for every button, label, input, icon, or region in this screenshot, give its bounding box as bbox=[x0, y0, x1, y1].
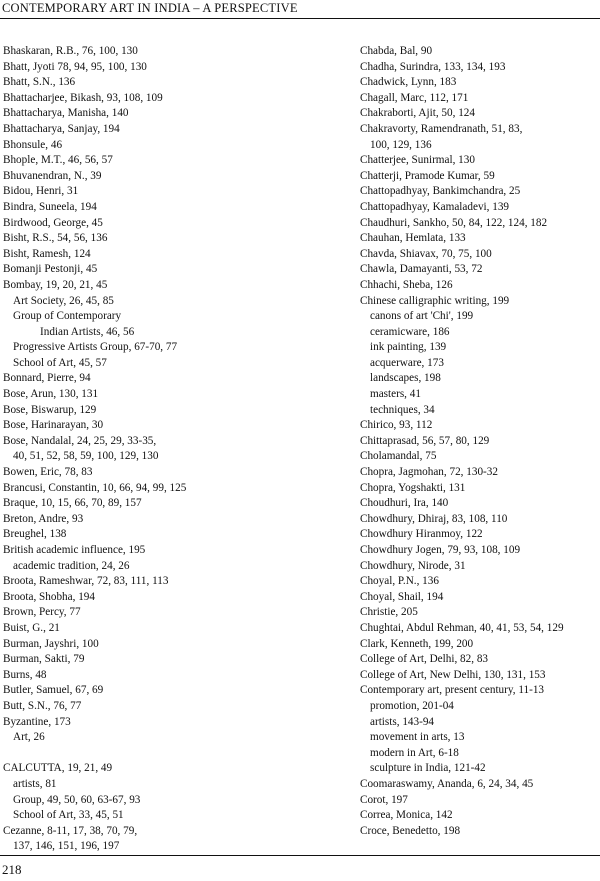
index-entry: Burman, Sakti, 79 bbox=[3, 653, 85, 666]
index-entry: Chhachi, Sheba, 126 bbox=[360, 278, 453, 291]
index-entry: Butler, Samuel, 67, 69 bbox=[3, 684, 104, 697]
index-entry: College of Art, Delhi, 82, 83 bbox=[360, 653, 489, 666]
index-subentry: sculpture in India, 121-42 bbox=[370, 762, 486, 775]
index-entry: Chowdhury Hiranmoy, 122 bbox=[360, 528, 483, 541]
index-entry: British academic influence, 195 bbox=[3, 544, 146, 556]
index-subentry: 100, 129, 136 bbox=[370, 138, 432, 151]
index-entry: Chinese calligraphic writing, 199 bbox=[360, 294, 510, 307]
index-entry: Chatterjee, Sunirmal, 130 bbox=[360, 154, 475, 167]
index-entry: Choyal, Shail, 194 bbox=[360, 590, 444, 603]
index-entry: Croce, Benedetto, 198 bbox=[360, 824, 461, 837]
index-subentry: modern in Art, 6-18 bbox=[370, 746, 459, 759]
index-entry: Bhuvanendran, N., 39 bbox=[3, 169, 102, 182]
index-entry: Clark, Kenneth, 199, 200 bbox=[360, 637, 474, 650]
index-subentry: artists, 81 bbox=[13, 777, 57, 790]
index-entry: Bombay, 19, 20, 21, 45 bbox=[3, 278, 108, 291]
index-subentry: ceramicware, 186 bbox=[370, 325, 450, 338]
index-entry: Chakraborti, Ajit, 50, 124 bbox=[360, 107, 475, 120]
index-entry: Cezanne, 8-11, 17, 38, 70, 79, bbox=[3, 824, 138, 837]
index-entry: Burman, Jayshri, 100 bbox=[3, 637, 99, 650]
index-subentry: landscapes, 198 bbox=[370, 372, 441, 385]
index-entry: Butt, S.N., 76, 77 bbox=[3, 699, 82, 712]
index-entry: Bose, Biswarup, 129 bbox=[3, 403, 97, 416]
index-entry: Chittaprasad, 56, 57, 80, 129 bbox=[360, 434, 490, 447]
index-entry: Bowen, Eric, 78, 83 bbox=[3, 466, 93, 479]
index-entry: Broota, Shobha, 194 bbox=[3, 590, 95, 603]
index-entry: Byzantine, 173 bbox=[3, 715, 71, 728]
index-entry: Bonnard, Pierre, 94 bbox=[3, 372, 91, 385]
index-entry: Choyal, P.N., 136 bbox=[360, 575, 439, 588]
index-entry: Coomaraswamy, Ananda, 6, 24, 34, 45 bbox=[360, 777, 534, 790]
index-entry: Chattopadhyay, Bankimchandra, 25 bbox=[360, 185, 521, 198]
index-entry: Correa, Monica, 142 bbox=[360, 809, 453, 822]
index-subentry: Group, 49, 50, 60, 63-67, 93 bbox=[13, 793, 141, 806]
index-entry: Chughtai, Abdul Rehman, 40, 41, 53, 54, 129 bbox=[360, 621, 564, 634]
footer-rule bbox=[0, 855, 600, 856]
index-entry: Chowdhury Jogen, 79, 93, 108, 109 bbox=[360, 544, 521, 556]
index-subentry: movement in arts, 13 bbox=[370, 731, 465, 744]
index-entry: Birdwood, George, 45 bbox=[3, 216, 103, 229]
index-entry: CALCUTTA, 19, 21, 49 bbox=[3, 762, 113, 775]
index-entry: Chopra, Yogshakti, 131 bbox=[360, 481, 466, 494]
index-entry: Bhatt, S.N., 136 bbox=[3, 76, 76, 89]
index-entry: Bhople, M.T., 46, 56, 57 bbox=[3, 154, 113, 167]
index-entry: Chirico, 93, 112 bbox=[360, 419, 433, 432]
header-rule bbox=[0, 18, 600, 19]
index-entry: Chabda, Bal, 90 bbox=[360, 45, 433, 57]
index-entry: Chakravorty, Ramendranath, 51, 83, bbox=[360, 122, 523, 135]
index-subentry: 40, 51, 52, 58, 59, 100, 129, 130 bbox=[13, 450, 159, 463]
index-entry: Bindra, Suneela, 194 bbox=[3, 200, 97, 213]
index-entry: Buist, G., 21 bbox=[3, 621, 60, 634]
index-entry: Bose, Nandalal, 24, 25, 29, 33-35, bbox=[3, 434, 157, 447]
index-entry: Chaudhuri, Sankho, 50, 84, 122, 124, 182 bbox=[360, 216, 548, 229]
index-column-left bbox=[3, 44, 303, 855]
index-subentry: School of Art, 45, 57 bbox=[13, 356, 107, 369]
index-entry: Chattopadhyay, Kamaladevi, 139 bbox=[360, 200, 510, 213]
index-subentry: artists, 143-94 bbox=[370, 715, 435, 728]
index-subentry: canons of art 'Chi', 199 bbox=[370, 310, 474, 323]
index-entry: Bhattacharya, Manisha, 140 bbox=[3, 107, 129, 120]
index-subentry: School of Art, 33, 45, 51 bbox=[13, 809, 124, 822]
running-header-title: CONTEMPORARY ART IN INDIA – A PERSPECTIVE bbox=[2, 1, 298, 15]
index-entry: Chagall, Marc, 112, 171 bbox=[360, 91, 469, 104]
index-entry: Bhatt, Jyoti 78, 94, 95, 100, 130 bbox=[3, 60, 147, 73]
index-subentry: Group of Contemporary bbox=[13, 310, 122, 323]
index-entry: Christie, 205 bbox=[360, 606, 418, 619]
index-entry: Broota, Rameshwar, 72, 83, 111, 113 bbox=[3, 575, 169, 588]
index-entry: Bhattacharya, Sanjay, 194 bbox=[3, 122, 120, 135]
index-entry: Brown, Percy, 77 bbox=[3, 606, 81, 619]
index-subentry: acquerware, 173 bbox=[370, 356, 444, 369]
index-entry: Breughel, 138 bbox=[3, 528, 67, 541]
index-subentry: 137, 146, 151, 196, 197 bbox=[13, 840, 120, 853]
index-subentry: promotion, 201-04 bbox=[370, 699, 454, 712]
index-entry: Chawla, Damayanti, 53, 72 bbox=[360, 263, 483, 276]
index-entry: Chopra, Jagmohan, 72, 130-32 bbox=[360, 466, 498, 479]
index-entry: Contemporary art, present century, 11-13 bbox=[360, 684, 545, 697]
index-entry: Chadwick, Lynn, 183 bbox=[360, 76, 457, 89]
index-entry: Bose, Arun, 130, 131 bbox=[3, 388, 99, 401]
index-subentry: Art, 26 bbox=[13, 731, 45, 744]
index-entry: Choudhuri, Ira, 140 bbox=[360, 497, 449, 510]
index-entry: Chavda, Shiavax, 70, 75, 100 bbox=[360, 247, 492, 260]
index-entry: Bisht, R.S., 54, 56, 136 bbox=[3, 232, 108, 245]
index-entry: Chauhan, Hemlata, 133 bbox=[360, 232, 466, 245]
index-entry: Burns, 48 bbox=[3, 668, 47, 681]
index-entry: Bhaskaran, R.B., 76, 100, 130 bbox=[3, 45, 138, 57]
index-entry: Bhonsule, 46 bbox=[3, 138, 63, 151]
index-entry: Breton, Andre, 93 bbox=[3, 512, 84, 525]
index-gap bbox=[3, 746, 303, 762]
index-entry: Brancusi, Constantin, 10, 66, 94, 99, 125 bbox=[3, 481, 187, 494]
index-entry: Chowdhury, Nirode, 31 bbox=[360, 559, 466, 572]
index-subentry: techniques, 34 bbox=[370, 403, 435, 416]
index-subentry: academic tradition, 24, 26 bbox=[13, 559, 130, 572]
index-entry: College of Art, New Delhi, 130, 131, 153 bbox=[360, 668, 546, 681]
index-subentry: Progressive Artists Group, 67-70, 77 bbox=[13, 341, 178, 354]
index-entry: Chatterji, Pramode Kumar, 59 bbox=[360, 169, 495, 182]
index-entry: Bose, Harinarayan, 30 bbox=[3, 419, 104, 432]
index-entry: Bisht, Ramesh, 124 bbox=[3, 247, 91, 260]
index-entry: Cholamandal, 75 bbox=[360, 450, 437, 463]
index-entry: Chadha, Surindra, 133, 134, 193 bbox=[360, 60, 506, 73]
index-subentry: ink painting, 139 bbox=[370, 341, 447, 354]
index-entry: Bhattacharjee, Bikash, 93, 108, 109 bbox=[3, 91, 163, 104]
index-subentry: Art Society, 26, 45, 85 bbox=[13, 294, 114, 307]
index-subentry: Indian Artists, 46, 56 bbox=[40, 325, 135, 338]
index-entry: Bomanji Pestonji, 45 bbox=[3, 263, 98, 276]
index-column-right bbox=[360, 44, 600, 839]
index-entry: Chowdhury, Dhiraj, 83, 108, 110 bbox=[360, 512, 508, 525]
running-header bbox=[0, 0, 600, 20]
index-entry: Braque, 10, 15, 66, 70, 89, 157 bbox=[3, 497, 142, 510]
page-number: 218 bbox=[2, 862, 22, 877]
index-subentry: masters, 41 bbox=[370, 388, 421, 401]
index-entry: Bidou, Henri, 31 bbox=[3, 185, 79, 198]
index-entry: Corot, 197 bbox=[360, 793, 408, 806]
